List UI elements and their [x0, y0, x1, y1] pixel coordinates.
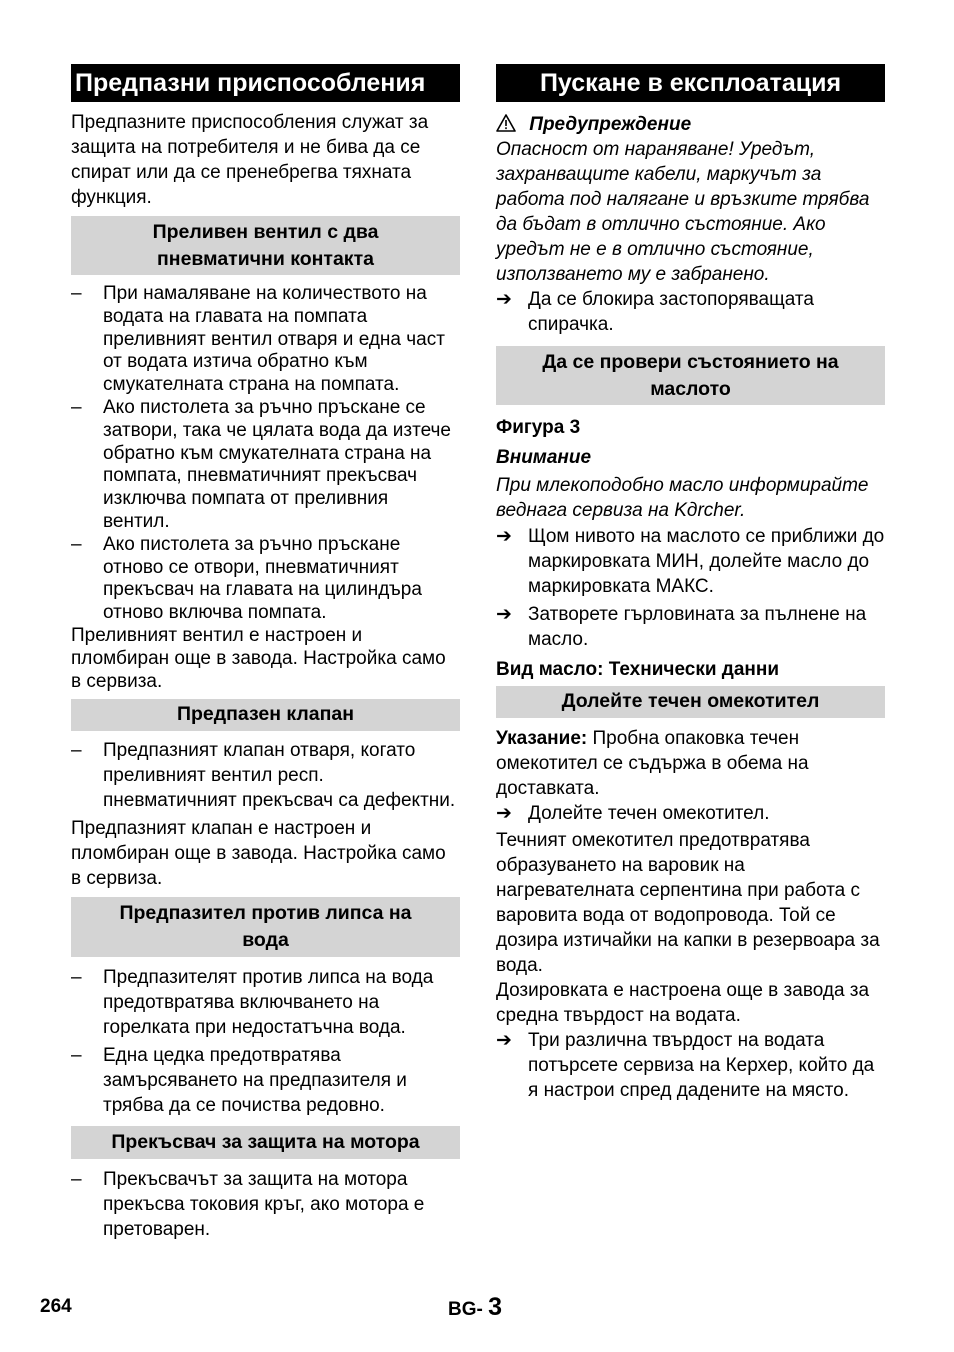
step-text: Щом нивото на маслото се приближи до маркировката МИН, долейте масло до маркировката МАКС. — [528, 526, 885, 597]
subheading-line: Предпазител против липса на — [119, 902, 412, 925]
arrow-right-icon: ➔ — [496, 803, 512, 824]
warning-header — [496, 112, 885, 137]
step-add-softener — [496, 801, 885, 826]
subheading-line: Преливен вентил с два — [152, 221, 379, 243]
step-oil-level — [496, 524, 885, 599]
list-item: – Една цедка предотвратява замърсяването на предпазителя и трябва да се почиства редовно. — [71, 1043, 460, 1118]
footer-lang: BG- — [448, 1299, 483, 1320]
attention-label: Внимание — [496, 447, 592, 468]
arrow-right-icon: ➔ — [496, 1030, 512, 1051]
subheading-line: Да се провери състоянието на — [542, 351, 839, 373]
softener-paragraph: Течният омекотител предотвратява образуването на варовик на нагревателната серпентина при работа с варовита вода от водопровода. Той се дозира изтичайки на капки в резервоара за вода. — [496, 830, 880, 976]
subheading-safety-valve: Предпазен клапан — [71, 699, 460, 731]
subheading-line: маслото — [650, 378, 731, 400]
subheading-softener: Долейте течен омекотител — [496, 686, 885, 718]
warning-triangle-icon — [496, 114, 521, 135]
softener-dosage: Дозировката е настроена още в завода за средна твърдост на водата. — [496, 980, 870, 1026]
warning-text: Опасност от нараняване! Уредът, захранващите кабели, маркучът за работа под налягане и връзките трябва да бъдат в отлично състояние. Ако уредът не е в отлично състояние, използването му е забранено. — [496, 139, 870, 285]
softener-note — [496, 726, 885, 801]
subheading-motor-protection: Прекъсвач за защита на мотора — [71, 1126, 460, 1159]
overflow-valve-note: Преливният вентил е настроен и пломбиран още в завода. Настройка само в сервиза. — [71, 624, 446, 692]
subheading-check-oil — [496, 346, 885, 405]
safety-valve-list — [71, 738, 460, 813]
page-number: 264 — [40, 1296, 72, 1317]
footer-section-number: 3 — [488, 1293, 503, 1321]
section-title-safety-devices: Предпазни приспособления — [71, 64, 460, 102]
step-text: Затворете гърловината за пълнене на масло. — [528, 604, 867, 650]
note-label: Указание: — [496, 728, 588, 749]
right-column — [496, 64, 885, 1103]
note-text: Пробна опаковка течен омекотител се съдържа в обема на доставката. — [496, 728, 809, 799]
arrow-right-icon: ➔ — [496, 289, 512, 310]
footer-section-label — [448, 1293, 502, 1322]
figure-reference: Фигура 3 — [496, 417, 581, 438]
arrow-right-icon: ➔ — [496, 526, 512, 547]
step-brake — [496, 287, 885, 337]
list-item: – Предпазният клапан отваря, когато преливният вентил респ. пневматичният прекъсвач са дефектни. — [71, 738, 460, 813]
subheading-water-shortage — [71, 897, 460, 957]
step-text: Три различна твърдост на водата потърсете сервиза на Керхер, който да я настрои спред дадените на място. — [528, 1030, 875, 1101]
section-title-startup: Пускане в експлоатация — [496, 64, 885, 102]
subheading-line: вода — [242, 929, 289, 952]
warning-label: Предупреждение — [529, 114, 692, 135]
subheading-overflow-valve — [71, 216, 460, 275]
list-item: – Предпазителят против липса на вода предотвратява включването на горелката при недостатъчна вода. — [71, 965, 460, 1040]
overflow-valve-list — [71, 283, 460, 625]
motor-protection-list — [71, 1167, 460, 1242]
oil-type: Вид масло: Технически данни — [496, 659, 780, 680]
step-water-hardness — [496, 1028, 885, 1103]
left-column — [71, 64, 460, 1242]
attention-text: При млекоподобно масло информирайте веднага сервиза на Kдrcher. — [496, 475, 869, 521]
safety-intro: Предпазните приспособления служат за защита на потребителя и не бива да се спират или да се пренебрегва тяхната функция. — [71, 112, 429, 208]
step-text: Да се блокира застопоряващата спирачка. — [528, 289, 814, 335]
list-item: – Ако пистолета за ръчно пръскане се затвори, така че цялата вода да изтече обратно към смукателната страна на помпата, пневматичният прекъсвач изключва помпата от преливния вентил. — [71, 397, 460, 534]
arrow-right-icon: ➔ — [496, 604, 512, 625]
safety-valve-note: Предпазният клапан е настроен и пломбиран още в завода. Настройка само в сервиза. — [71, 818, 446, 890]
step-close-filler — [496, 602, 885, 652]
list-item: – Ако пистолета за ръчно пръскане отново се отвори, пневматичният прекъсвач на главата на цилиндъра отново включва помпата. — [71, 534, 460, 625]
water-shortage-list — [71, 965, 460, 1118]
subheading-line: пневматични контакта — [157, 248, 374, 270]
list-item: – При намаляване на количеството на водата на главата на помпата преливният вентил отваря и една част от водата изтича обратно към смукателната страна на помпата. — [71, 283, 460, 397]
step-text: Долейте течен омекотител. — [528, 803, 770, 824]
list-item: – Прекъсвачът за защита на мотора прекъсва токовия кръг, ако мотора е претоварен. — [71, 1167, 460, 1242]
